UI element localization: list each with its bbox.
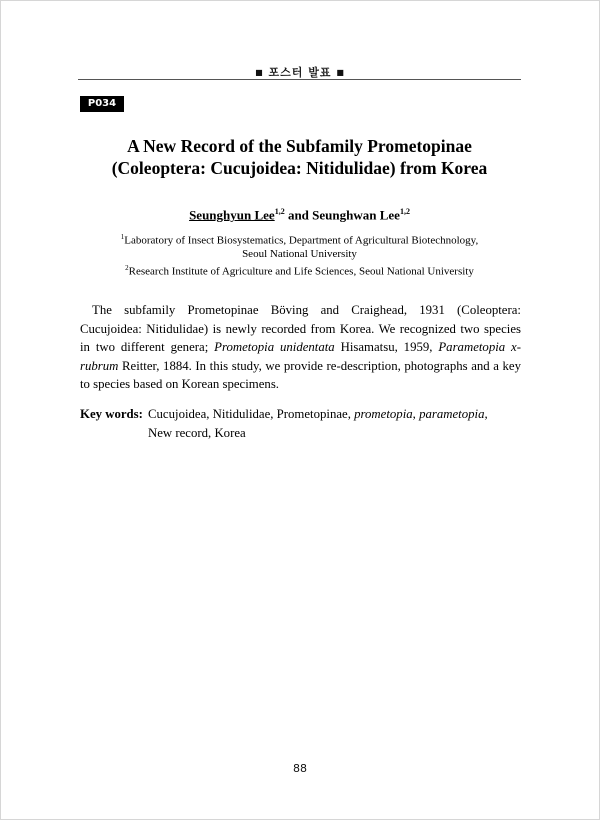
page-number: 88 <box>293 762 307 775</box>
affiliations <box>78 231 521 279</box>
keyword-text: New record, Korea <box>148 425 246 440</box>
poster-id-badge: P034 <box>80 96 124 112</box>
species-name: Parametopia x-rubrum <box>80 340 521 373</box>
affiliation-line <box>78 248 521 262</box>
abstract-paragraph <box>80 301 521 394</box>
paper-title <box>78 135 521 179</box>
author-affil-sup: 1,2 <box>274 207 285 216</box>
bullet-square-icon: ■ <box>255 68 264 77</box>
abstract-text: Reitter, 1884. In this study, we provide re-description, photographs and a key to species based on Korean specimens. <box>80 358 521 391</box>
affiliation-text: Research Institute of Agriculture and Life Sciences, Seoul National University <box>128 265 474 278</box>
author-name: Seunghwan Lee <box>312 207 400 223</box>
title-line-2: (Coleoptera: Cucujoidea: Nitidulidae) from Korea <box>111 158 488 178</box>
affiliation-number: 2 <box>125 263 129 272</box>
affiliation-line <box>78 262 521 279</box>
abstract-text: Hisamatsu, 1959, <box>334 340 439 354</box>
affiliation-line <box>78 231 521 248</box>
abstract-text: The subfamily Prometopinae Böving and Craighead, 1931 (Coleoptera: Cucujoidea: Nitidulidae) is newly recorded from Korea. We recognized two species in two different genera; <box>80 303 521 354</box>
section-header <box>0 64 600 80</box>
header-rule <box>78 79 521 80</box>
author-affil-sup: 1,2 <box>399 207 410 216</box>
keyword-text: , <box>412 407 420 421</box>
keyword-text: parametopia, <box>419 407 488 421</box>
keyword-text: Cucujoidea, Nitidulidae, Prometopinae, <box>148 407 355 421</box>
author-conjunction: and <box>284 207 313 223</box>
title-line-1: A New Record of the Subfamily Prometopinae <box>127 136 472 156</box>
keywords-block <box>80 405 521 442</box>
keyword-text: prometopia <box>354 407 413 421</box>
species-name: Prometopia unidentata <box>214 340 335 354</box>
keywords-label: Key words: <box>80 407 143 421</box>
author-name: Seunghyun Lee <box>189 207 275 223</box>
author-line <box>78 207 521 223</box>
bullet-square-icon: ■ <box>336 68 345 77</box>
affiliation-text: Laboratory of Insect Biosystematics, Department of Agricultural Biotechnology, <box>124 234 479 247</box>
affiliation-number: 1 <box>120 233 125 241</box>
section-title: 포스터 발표 <box>268 66 332 79</box>
keywords-list <box>148 405 521 442</box>
affiliation-text: Seoul National University <box>242 248 357 261</box>
